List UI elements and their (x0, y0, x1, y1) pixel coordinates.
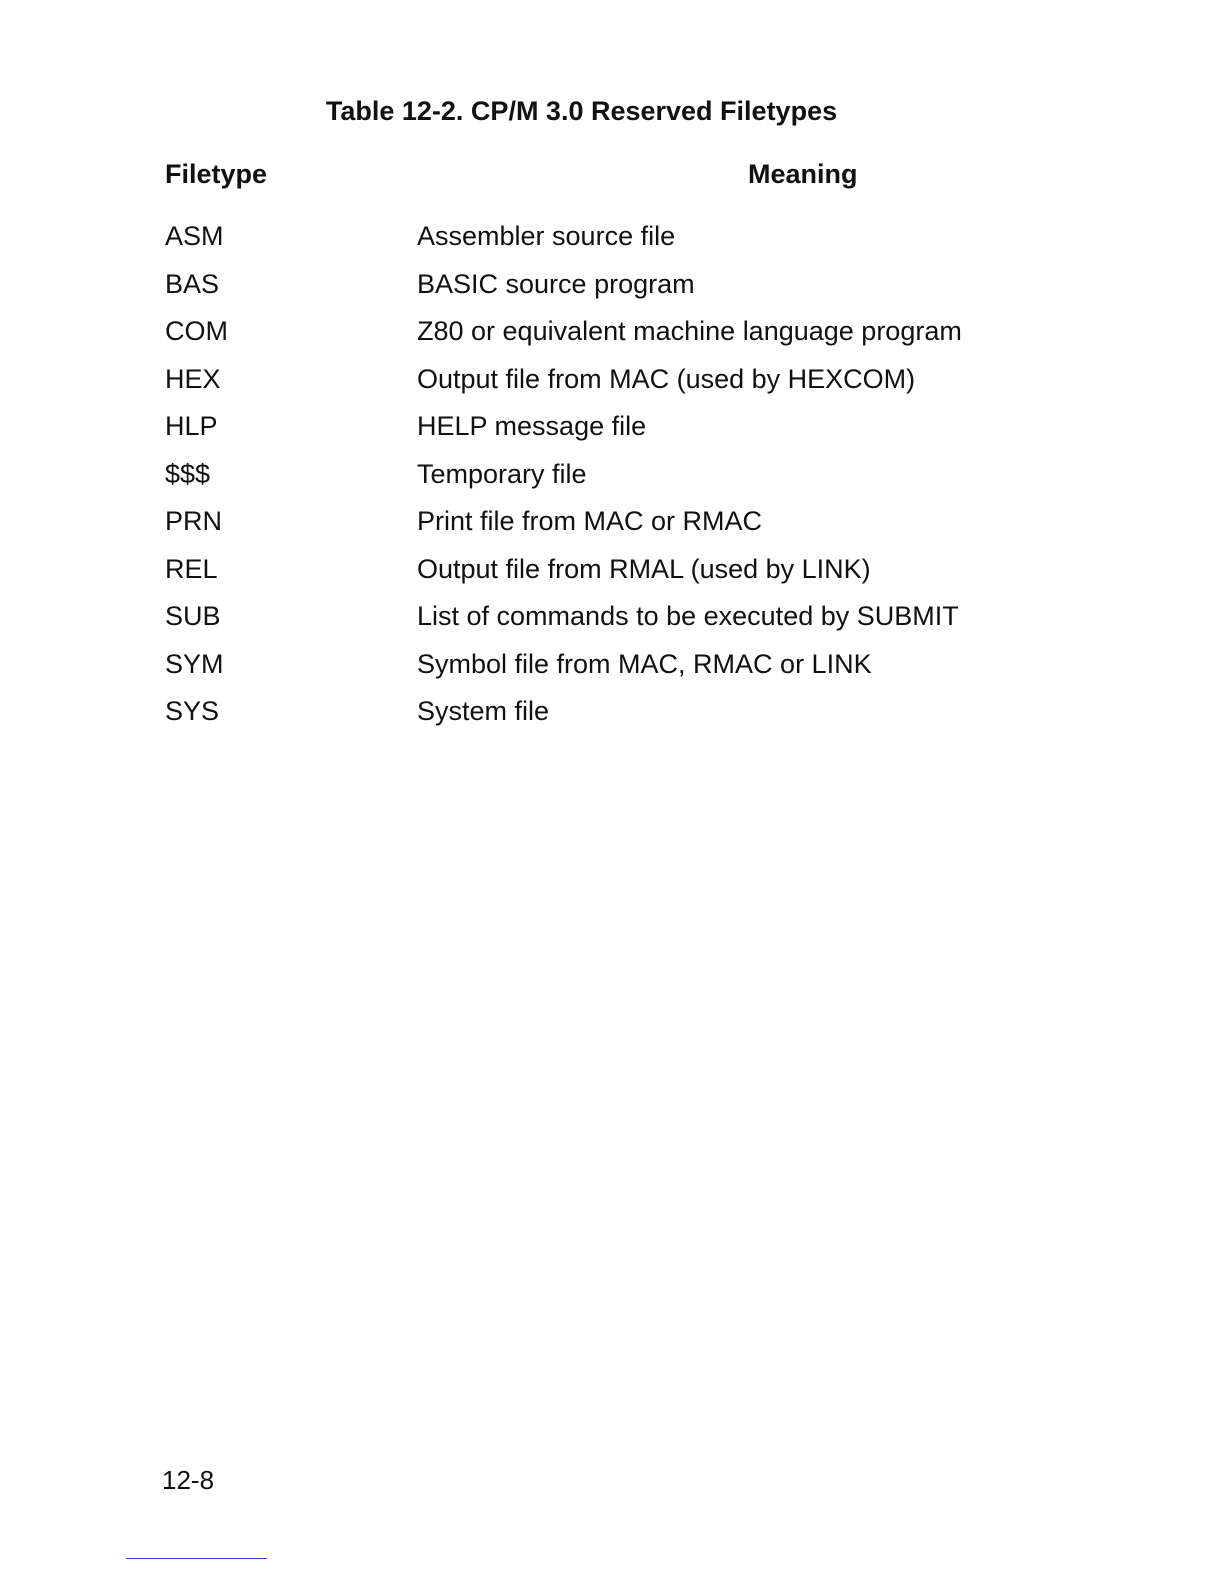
filetype-cell: HEX (165, 363, 221, 394)
table-row (0, 364, 1224, 412)
table-row (0, 649, 1224, 697)
filetype-cell: REL (165, 553, 218, 584)
table-row (0, 221, 1224, 269)
meaning-cell: Z80 or equivalent machine language program (417, 316, 962, 346)
filetype-cell: HLP (165, 411, 218, 441)
filetype-cell: COM (165, 316, 228, 346)
meaning-cell: Symbol file from MAC, RMAC or LINK (417, 648, 872, 679)
table-row (0, 411, 1224, 459)
filetype-table (0, 221, 1224, 744)
filetype-cell: ASM (165, 221, 224, 251)
meaning-cell: Output file from MAC (used by HEXCOM) (417, 363, 916, 394)
table-row (0, 506, 1224, 554)
filetype-cell: BAS (165, 268, 220, 299)
table-row (0, 316, 1224, 364)
column-header-filetype: Filetype (165, 159, 268, 189)
table-row (0, 554, 1224, 602)
filetype-cell: $$$ (165, 458, 211, 489)
meaning-cell: Assembler source file (417, 221, 676, 251)
meaning-cell: List of commands to be executed by SUBMIT (417, 601, 959, 631)
filetype-cell: SYM (165, 648, 224, 679)
meaning-cell: BASIC source program (417, 268, 695, 299)
column-header-meaning: Meaning (748, 159, 858, 189)
filetype-cell: SUB (165, 601, 221, 631)
meaning-cell: HELP message file (417, 411, 647, 441)
filetype-cell: PRN (165, 506, 223, 536)
table-row (0, 696, 1224, 744)
page-number: 12-8 (162, 1465, 215, 1495)
bottom-rule (126, 1558, 267, 1559)
meaning-cell: Temporary file (417, 458, 587, 489)
meaning-cell: Print file from MAC or RMAC (417, 506, 763, 536)
table-row (0, 459, 1224, 507)
filetype-cell: SYS (165, 696, 220, 726)
meaning-cell: Output file from RMAL (used by LINK) (417, 553, 871, 584)
table-row (0, 601, 1224, 649)
meaning-cell: System file (417, 696, 550, 726)
table-title: Table 12-2. CP/M 3.0 Reserved Filetypes (325, 96, 838, 126)
table-row (0, 269, 1224, 317)
